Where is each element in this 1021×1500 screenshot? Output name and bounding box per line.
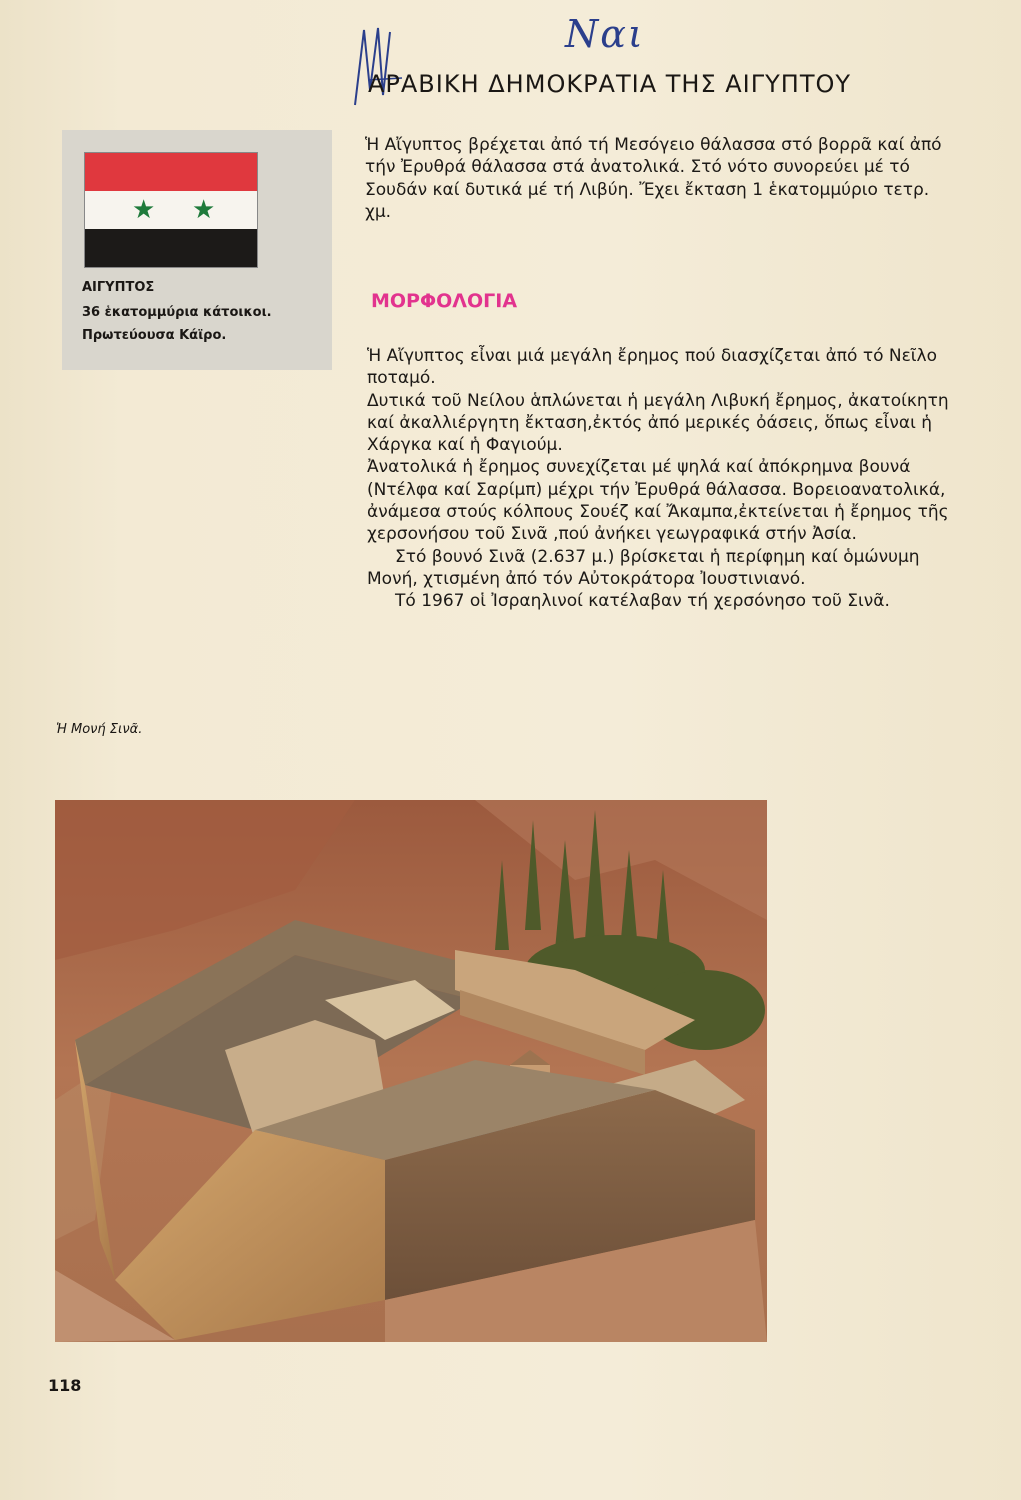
star-icon: ★ xyxy=(192,195,216,225)
section-body xyxy=(367,345,959,613)
page-number: 118 xyxy=(48,1376,82,1395)
photo-caption: Ἡ Μονή Σινᾶ. xyxy=(56,722,143,737)
section-heading: ΜΟΡΦΟΛΟΓΙΑ xyxy=(371,290,518,312)
handwritten-note: Nαι xyxy=(565,12,645,56)
flag-red-stripe xyxy=(85,153,257,191)
intro-paragraph: Ἡ Αἴγυπτος βρέχεται ἀπό τή Μεσόγειο θάλασσα στό βορρᾶ καί ἀπό τήν Ἐρυθρά θάλασσα στά ἀνατολικά. Στό νότο συνορεύει μέ τό Σουδάν καί δυτικά μέ τή Λιβύη. Ἔχει ἔκταση 1 ἑκατομμύριο τετρ. χμ. xyxy=(365,135,942,222)
page-title: ΑΡΑΒΙΚΗ ΔΗΜΟΚΡΑΤΙΑ ΤΗΣ ΑΙΓΥΠΤΟΥ xyxy=(368,70,852,98)
paragraph: Ἡ Αἴγυπτος εἶναι μιά μεγάλη ἔρημος πού διασχίζεται ἀπό τό Νεῖλο ποταμό. xyxy=(367,346,937,389)
flag-black-stripe xyxy=(85,229,257,267)
country-name: ΑΙΓΥΠΤΟΣ xyxy=(82,280,155,295)
paragraph: Τό 1967 οἱ Ἰσραηλινοί κατέλαβαν τή χερσόνησο τοῦ Σινᾶ. xyxy=(395,591,890,612)
paragraph: Στό βουνό Σινᾶ (2.637 μ.) βρίσκεται ἡ περίφημη καί ὁμώνυμη Μονή, χτισμένη ἀπό τόν Αὐτοκράτορα Ἰουστινιανό. xyxy=(367,546,920,589)
monastery-photo xyxy=(55,800,767,1342)
capital: Πρωτεύουσα Κάϊρο. xyxy=(82,328,227,343)
flag-white-stripe xyxy=(85,191,257,229)
population: 36 ἑκατομμύρια κάτοικοι. xyxy=(82,305,272,320)
egypt-flag xyxy=(84,152,258,268)
paragraph: Δυτικά τοῦ Νείλου ἁπλώνεται ἡ μεγάλη Λιβυκή ἔρημος, ἀκατοίκητη καί ἀκαλλιέργητη ἔκταση,ἐκτός ἀπό μερικές ὀάσεις, ὅπως εἶναι ἡ Χάργκα καί ἡ Φαγιούμ. xyxy=(367,390,949,456)
star-icon: ★ xyxy=(132,195,156,225)
country-info-panel xyxy=(62,130,332,370)
paragraph: Ἀνατολικά ἡ ἔρημος συνεχίζεται μέ ψηλά καί ἀπόκρημνα βουνά (Ντέλφα καί Σαρίμπ) μέχρι τήν Ἐρυθρά θάλασσα. Βορειοανατολικά, ἀνάμεσα στούς κόλπους Σουέζ καί Ἄκαμπα,ἐκτείνεται ἡ ἔρημος τῆς χερσονήσου τοῦ Σινᾶ ,πού ἀνήκει γεωγραφικά στήν Ἀσία. xyxy=(367,457,949,545)
